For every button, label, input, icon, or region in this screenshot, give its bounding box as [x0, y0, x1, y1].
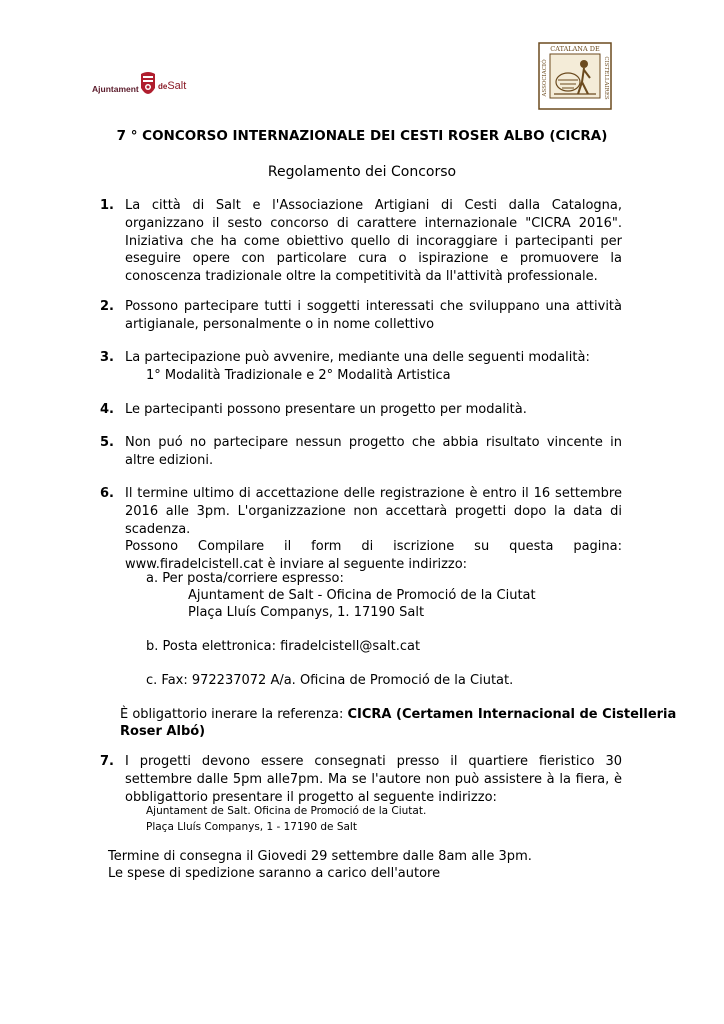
- rule-number: 3.: [100, 350, 114, 365]
- reference-code-cont: Roser Albó): [120, 724, 206, 739]
- rule-number: 1.: [100, 198, 114, 213]
- rule-item-4: [100, 401, 622, 419]
- shipping-address-line1: Ajuntament de Salt - Oficina de Promoció de la Ciutat: [188, 588, 536, 603]
- rule-text: La partecipazione può avvenire, mediante una delle seguenti modalità:: [125, 350, 590, 365]
- rule-number: 5.: [100, 435, 114, 450]
- shipping-option-a: a. Per posta/corriere espresso:: [146, 571, 344, 586]
- document-title: 7 ° CONCORSO INTERNAZIONALE DEI CESTI ROSER ALBO (CICRA): [116, 128, 608, 144]
- rule-item-5: [100, 434, 622, 470]
- rule-number: 4.: [100, 402, 114, 417]
- delivery-address-line2: Plaça Lluís Companys, 1 - 17190 de Salt: [146, 821, 357, 833]
- rule-item-1: [100, 197, 622, 286]
- deadline-note: Termine di consegna il Giovedi 29 settembre dalle 8am alle 3pm.: [108, 849, 532, 864]
- associacio-cistellaires-logo: [538, 42, 612, 110]
- reference-line: È obligattorio inerare la referenza: CICRA (Certamen Internacional de Cistelleria: [120, 707, 677, 722]
- rule-item-6: [100, 485, 622, 574]
- rule-text: La città di Salt e l'Associazione Artigiani di Cesti dalla Catalogna, organizzano il sesto concorso di carattere internazionale "CICRA 2016". Iniziativa che ha come obiettivo quello di incoraggiare i partecipanti per eseguire opere con particolare cura o ispirazione e promuovere la conoscenza tradizionale oltre la competitività da ll'attività professionale.: [125, 198, 622, 285]
- rule-item-7: [100, 753, 622, 806]
- rule-text: Il termine ultimo di accettazione delle registrazione è entro il 16 settembre 2016 alle 3pm. L'organizzazione non accettarà progetti dopo la data di scadenza.: [125, 486, 622, 537]
- rule-text: Non puó no partecipare nessun progetto che abbia risultato vincente in altre edizioni.: [125, 435, 622, 468]
- rule-number: 7.: [100, 754, 114, 769]
- rule-number: 6.: [100, 486, 114, 501]
- shipping-address-line2: Plaça Lluís Companys, 1. 17190 Salt: [188, 605, 425, 620]
- document-subtitle: Regolamento dei Concorso: [267, 164, 457, 180]
- rule-text-2: Possono Compilare il form di iscrizione su questa pagina: www.firadelcistell.cat è inviare al seguente indirizzo:: [125, 539, 622, 573]
- rule-subtext: 1° Modalità Tradizionale e 2° Modalità Artistica: [146, 367, 451, 383]
- salt-emblem-icon: [138, 70, 158, 100]
- rule-text: Le partecipanti possono presentare un progetto per modalità.: [125, 402, 527, 417]
- rule-text: Possono partecipare tutti i soggetti interessati che sviluppano una attività artigianale, personalmente o in nome collettivo: [125, 299, 622, 332]
- rule-text: I progetti devono essere consegnati presso il quartiere fieristico 30 settembre dalle 5pm alle7pm. Ma se l'autore non può assistere à la fiera, è obbligattorio presentare il progetto al seguente indirizzo:: [125, 754, 622, 805]
- shipping-cost-note: Le spese di spedizione saranno a carico dell'autore: [108, 866, 441, 881]
- rule-number: 2.: [100, 299, 114, 314]
- rule-item-2: [100, 298, 622, 334]
- shipping-option-b: b. Posta elettronica: firadelcistell@salt.cat: [146, 639, 421, 654]
- rule-item-3: [100, 349, 622, 385]
- svg-text:CISTELLAIRES: CISTELLAIRES: [603, 56, 609, 100]
- svg-text:ASSOCIACIÓ: ASSOCIACIÓ: [542, 59, 548, 97]
- reference-code: CICRA (Certamen Internacional de Cistelleria: [347, 707, 677, 722]
- logo-salt-text: deSalt: [158, 80, 187, 92]
- svg-text:CATALANA DE: CATALANA DE: [550, 45, 600, 53]
- shipping-option-c: c. Fax: 972237072 A/a. Oficina de Promoció de la Ciutat.: [146, 673, 514, 688]
- logo-ajuntament-text: Ajuntament: [92, 84, 139, 94]
- delivery-address-line1: Ajuntament de Salt. Oficina de Promoció de la Ciutat.: [146, 805, 427, 817]
